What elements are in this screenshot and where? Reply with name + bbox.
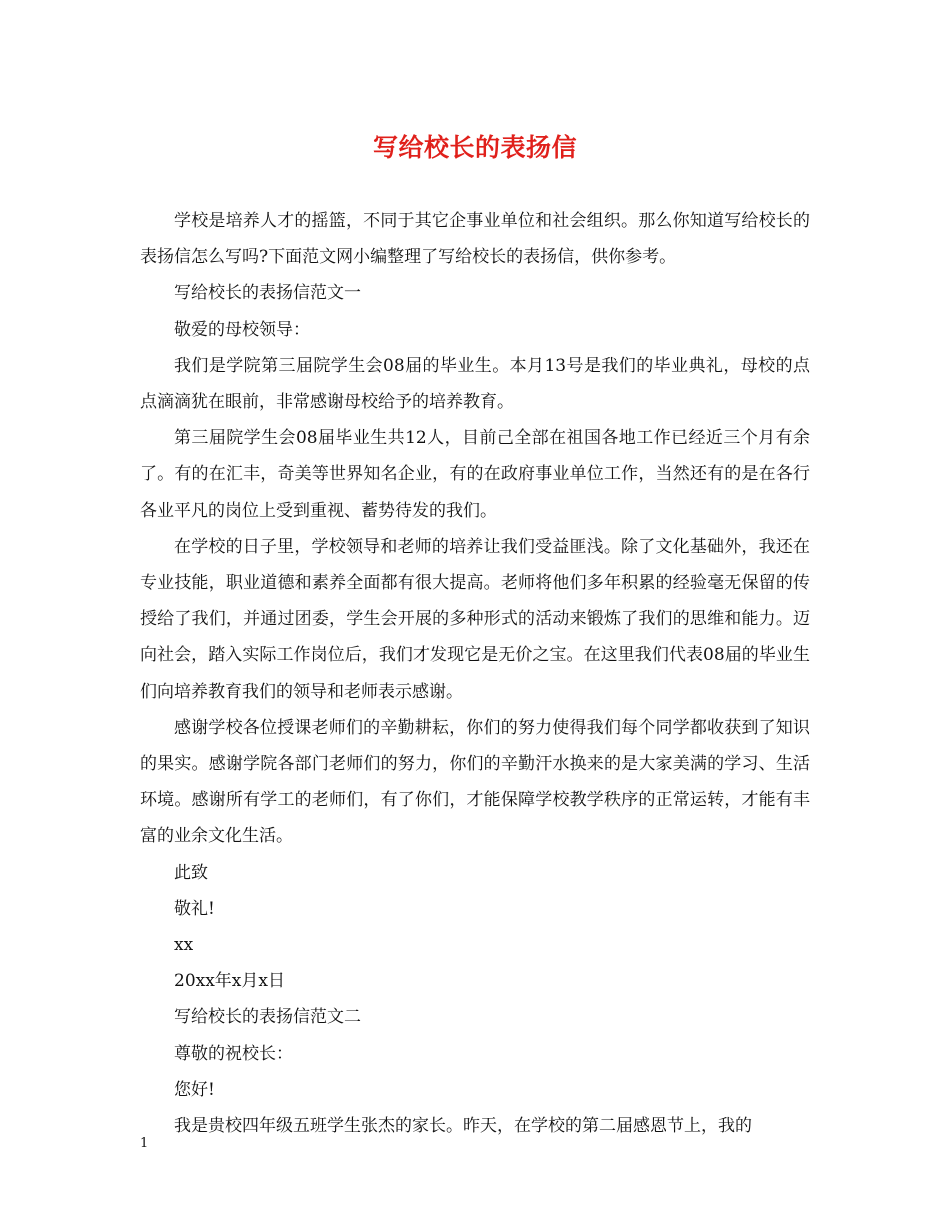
paragraph: 感谢学校各位授课老师们的辛勤耕耘，你们的努力使得我们每个同学都收获到了知识的果实。感谢学院各部门老师们的努力，你们的辛勤汗水换来的是大家美满的学习、生活环境。感谢所有学工的老师们，有了你们，才能保障学校教学秩序的正常运转，才能有丰富的业余文化生活。: [140, 717, 810, 847]
paragraph: 我们是学院第三届院学生会08届的毕业生。本月13号是我们的毕业典礼，母校的点点滴滴犹在眼前，非常感谢母校给予的培养教育。: [140, 355, 810, 413]
paragraph: 第三届院学生会08届毕业生共12人，目前己全部在祖国各地工作已经近三个月有余了。有的在汇丰，奇美等世界知名企业，有的在政府事业单位工作，当然还有的是在各行各业平凡的岗位上受到重视、蓄势待发的我们。: [140, 428, 810, 521]
paragraph: 尊敬的祝校长：: [174, 1043, 293, 1064]
document-title: 写给校长的表扬信: [372, 133, 577, 162]
document-body: [140, 203, 810, 1144]
paragraph: 写给校长的表扬信范文二: [174, 1007, 361, 1028]
paragraph: 在学校的日子里，学校领导和老师的培养让我们受益匪浅。除了文化基础外，我还在专业技能，职业道德和素养全面都有很大提高。老师将他们多年积累的经验毫无保留的传授给了我们，并通过团委，学生会开展的多种形式的活动来锻炼了我们的思维和能力。迈向社会，踏入实际工作岗位后，我们才发现它是无价之宝。在这里我们代表08届的毕业生们向培养教育我们的领导和老师表示感谢。: [140, 536, 810, 702]
paragraph: 学校是培养人才的摇篮，不同于其它企事业单位和社会组织。那么你知道写给校长的表扬信怎么写吗?下面范文网小编整理了写给校长的表扬信，供你参考。: [140, 211, 810, 268]
paragraph: 写给校长的表扬信范文一: [174, 283, 361, 304]
paragraph: 敬爱的母校领导：: [174, 319, 310, 340]
paragraph: 此致: [174, 862, 208, 883]
paragraph: 20xx年x月x日: [174, 971, 285, 992]
page-number: 1: [140, 1136, 149, 1151]
paragraph: 敬礼!: [174, 898, 215, 919]
paragraph: 您好!: [174, 1079, 215, 1100]
paragraph: 我是贵校四年级五班学生张杰的家长。昨天，在学校的第二届感恩节上，我的: [174, 1116, 752, 1137]
paragraph: xx: [174, 935, 194, 956]
